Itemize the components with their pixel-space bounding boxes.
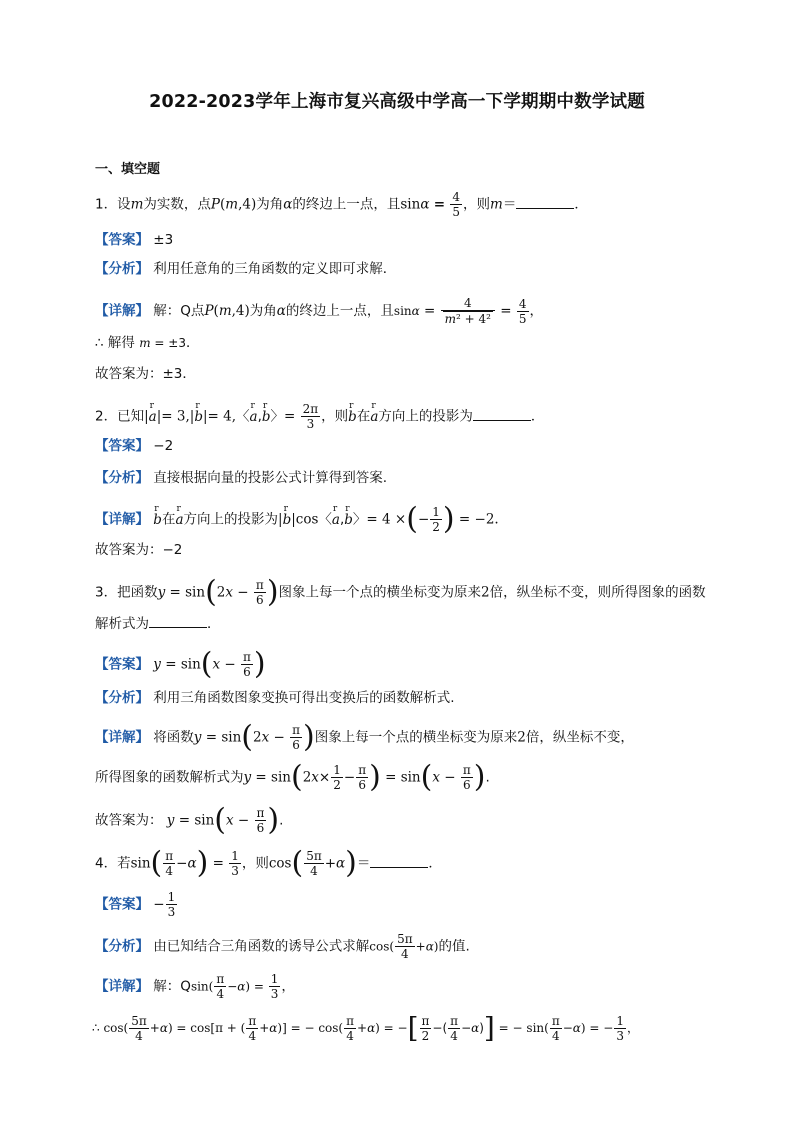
question-3-cont: 解析式为 ． <box>95 613 221 634</box>
q4-answer: 【答案】 − $\frac{1}{3}$ <box>95 890 176 919</box>
section-heading: 一、填空题 <box>95 162 161 177</box>
q4-analysis: 【分析】 由已知结合三角函数的诱导公式求解cos( $\frac{5\pi}{4}$ +α)的值. <box>95 932 470 961</box>
answer-blank <box>516 194 574 209</box>
q1-detail: 【详解】 解：Q点P(m,4)为角α的终边上一点，且sinα = $\frac{4}{\text{m² + 4²}}$ = $\frac{4}{5}$ ， <box>95 296 544 326</box>
question-3: 3．把函数y = sin(2x − $\frac{\pi}{6}$ )图象上每一个点的横坐标变为原来2倍，纵坐标不变，则所得图象的函数 <box>95 574 706 610</box>
q3-answer: 【答案】 y = sin(x − $\frac{\pi}{6}$ ) <box>95 646 266 682</box>
q1-solve: ∴ 解得 m = ±3． <box>95 335 200 351</box>
q1-answer: 【答案】 ±3 <box>95 232 174 248</box>
q1-final: 故答案为：±3． <box>95 366 196 382</box>
q1-analysis: 【分析】 利用任意角的三角函数的定义即可求解． <box>95 261 397 277</box>
answer-blank <box>473 406 531 421</box>
question-2: 2．已知|r a|= 3,|r b|= 4,〈r a,r b〉= $\frac{2\pi}{3}$ ，则r b在r a方向上的投影为 ． <box>95 402 544 431</box>
q2-answer: 【答案】 −2 <box>95 438 174 454</box>
q3-detail: 【详解】 将函数y = sin(2x − $\frac{\pi}{6}$ )图象上每一个点的横坐标变为原来2倍，纵坐标不变， <box>95 719 634 755</box>
q2-final: 故答案为：−2 <box>95 542 183 558</box>
q2-detail: 【详解】 r b在r a方向上的投影为|r b|cos〈r a,r b〉= 4 ×(− $\frac{1}{2}$ ) = −2. <box>95 505 499 534</box>
answer-blank <box>149 613 207 628</box>
q2-analysis: 【分析】 直接根据向量的投影公式计算得到答案. <box>95 470 388 486</box>
answer-blank <box>370 853 428 868</box>
q4-detail: 【详解】 解：Qsin( $\frac{\pi}{4}$ −α) = $\frac{1}{3}$ ， <box>95 972 295 1001</box>
question-4: 4．若sin( $\frac{\pi}{4}$ −α) = $\frac{1}{3}$ ，则cos( $\frac{5\pi}{4}$ +α)＝ ． <box>95 845 442 881</box>
q3-final: 故答案为： y = sin(x − $\frac{\pi}{6}$ ). <box>95 802 284 838</box>
question-1: 1．设m为实数，点P(m,4)为角α的终边上一点，且sinα = $\frac{4}{5}$ ，则m＝ ． <box>95 190 588 219</box>
q3-analysis: 【分析】 利用三角函数图象变换可得出变换后的函数解析式. <box>95 690 455 706</box>
page-title: 2022-2023学年上海市复兴高级中学高一下学期期中数学试题 <box>149 92 645 112</box>
q4-detail-derivation: ∴ cos( $\frac{5\pi}{4}$ +α) = cos[π + ( $\frac{\pi}{4}$ +α)] = − cos( $\frac{\pi}{4}$ +α) = −[ $\frac{\pi}{2}$ −( $\frac{\pi}{4}$ −α)] = − sin( $\frac{\pi}{4}$ −α) = − $\frac{1}{3}$ ， <box>92 1011 639 1045</box>
q3-detail-cont: 所得图象的函数解析式为y = sin(2x× $\frac{1}{2}$ − $\frac{\pi}{6}$ ) = sin(x − $\frac{\pi}{6}$ ). <box>95 759 490 795</box>
